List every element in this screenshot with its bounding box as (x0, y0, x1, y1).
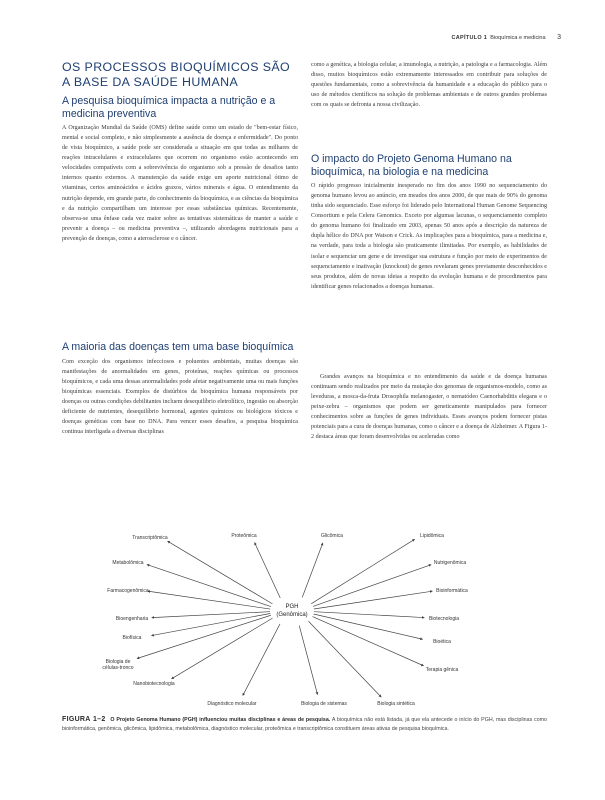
section-genome-body (311, 181, 547, 493)
diagram-node-label: Nanobiotecnologia (133, 681, 175, 687)
diagram-arrow (314, 614, 423, 639)
paragraph: como a genética, a biologia celular, a imunologia, a nutrição, a patologia e a farmacologia. Além disso, muitos bioquímicos estão extremamente interessados em contribuir para soluções de questões fundamentais, como a sobrevivência da humanidade e a educação do público para o uso de métodos científicos na solução de problemas ambientais e de outros grandes problemas com os quais se defronta a nossa civilização. (311, 62, 547, 109)
diagram-node-label: Biologia sintética (377, 701, 415, 707)
figure-caption (62, 716, 547, 733)
hub-label-line1: PGH (285, 604, 299, 610)
diagram-node-label: Glicômica (321, 533, 343, 539)
hub-label-line2: (Genômica) (276, 612, 308, 618)
diagram-node-label: Biofísica (122, 635, 142, 641)
figure-caption-text: A bioquímica não está listada, já que ela antecede o início do PGH, mas disciplinas como bioinformática, genômica, glicômica, lipidômica, metabolômica, diagnóstico molecular, proteômica e transcriptômica constituem áreas ativas de pesquisa bioquímica. (62, 717, 547, 732)
diagram-node-label: Farmacogenômica (107, 588, 149, 594)
diagram-arrow (302, 543, 323, 597)
diagram-arrow (314, 612, 424, 618)
diagram-arrow (172, 618, 273, 679)
paragraph: A Organização Mundial da Saúde (OMS) define saúde como um estado de "bem-estar físico, mental e social completo, e não simplesmente a ausência de doença e enfermidade". Do ponto de vista bioquímico, a saúde pode ser considerada a situação em que todas as milhares de reações intracelulares e extracelulares que ocorrem no organismo estão acontecendo em velocidades compatíveis com a sobrevivência do organismo sob a pressão de desafios tanto internos quanto externos. A manutenção da saúde exige um aporte nutricional ótimo de vitaminas, certos aminoácidos e ácidos graxos, vários minerais e água. O entendimento da nutrição depende, em grande parte, do conhecimento da bioquímica, e as ciências da bioquímica e da nutrição compartilham um interesse por essas substâncias químicas. Recentemente, observa-se uma ênfase cada vez maior sobre as tentativas sistemáticas de manter a saúde e prevenir a doença – ou medicina preventiva –, utilizando abordagens nutricionais para a prevenção de doenças, como a aterosclerose e o câncer. (62, 125, 298, 242)
section-disease-body (62, 357, 298, 498)
diagram-node-label: Terapia gênica (425, 667, 459, 673)
diagram-arrow (311, 539, 414, 603)
diagram-node-label: Bioengenharia (115, 616, 149, 622)
diagram-node-label: Metabolômica (112, 560, 144, 566)
left-column (62, 60, 298, 502)
page-header (451, 34, 561, 41)
paragraph: Grandes avanços na bioquímica e no entendimento da saúde e da doença humanas continuam sendo realizados por meio da mutação dos genomas de organismos-modelo, como as leveduras, a mosca-da-fruta Drosophila melanogaster, o nematódeo Caenorhabditis elegans e o peixe-zebra – organismos que podem ser geneticamente manipulados para fornecer conhecimentos sobre as funções de genes individuais. Esses avanços podem fornecer pistas potenciais para a cura de doenças humanas, como o câncer e a doença de Alzheimer. A Figura 1-2 destaca áreas que foram desenvolvidas ou aceleradas como (311, 374, 547, 441)
section-nutrition-body (62, 123, 298, 334)
diagram-arrow (137, 615, 271, 658)
section-heading-disease: A maioria das doenças tem uma base bioquímica (62, 341, 294, 354)
diagram-node-label: Bioinformática (436, 588, 468, 594)
section-heading-genome: O impacto do Projeto Genoma Humano na bioquímica, na biologia e na medicina (311, 153, 512, 178)
diagram-arrow (299, 626, 317, 695)
diagram-node-label: Biologia de (105, 659, 131, 665)
paragraph: Com exceção dos organismos infecciosos e poluentes ambientais, muitas doenças são manifestações de anormalidades em genes, proteínas, reações químicas ou processos bioquímicos, e cada uma dessas anormalidades pode afetar negativamente uma ou mais funções bioquímicas essenciais. Exemplos de distúrbios da bioquímica humana responsáveis por doenças ou outras condições debilitantes incluem desequilíbrio eletrolítico, ingestão ou absorção deficiente de nutrientes, desequilíbrio hormonal, agentes químicos ou biológicos tóxicos e doenças genéticas com base no DNA. Para vencer esses desafios, a pesquisa bioquímica continua interligada a diversas disciplinas (62, 358, 298, 436)
diagram-node-label: Bioética (433, 639, 451, 645)
diagram-node-label: Lipidômica (420, 533, 444, 539)
diagram-node-label: Proteômica (231, 533, 257, 539)
diagram-arrow (313, 617, 424, 666)
diagram-arrow (243, 624, 280, 696)
diagram-arrow (255, 543, 281, 598)
figure-hgp-diagram (62, 527, 547, 709)
diagram-node-label: Biotecnologia (428, 616, 460, 622)
chapter-title: Bioquímica e medicina (490, 35, 546, 41)
hgp-influence-diagram (62, 527, 547, 709)
diagram-node-label: Transcriptômica (132, 535, 168, 541)
diagram-arrow (308, 621, 381, 697)
diagram-node-label: células-tronco (102, 665, 134, 671)
paragraph: O rápido progresso inicialmente inesperado no fim dos anos 1990 no sequenciamento do genoma humano levou ao anúncio, em meados dos anos 2000, de que mais de 90% do genoma tinha sido sequenciado. Esse esforço foi liderado pelo International Human Genome Sequencing Consortium e pela Celera Genomics. Exceto por algumas lacunas, o sequenciamento completo do genoma humano foi finalizado em 2003, apenas 50 anos após a descrição da natureza de dupla hélice do DNA por Watson e Crick. As implicações para a bioquímica, para a medicina e, na verdade, para toda a biologia são praticamente ilimitadas. Por exemplo, as habilidades de isolar e sequenciar um gene e de investigar sua estrutura e função por meio de experimentos de sequenciamento e inativação (knockout) de genes revelaram genes previamente desconhecidos e seus produtos, além de novas ideias a respeito da evolução humana e de procedimentos para identificar genes relacionados a doenças humanas. (311, 183, 547, 290)
diagram-node-label: Nutrigenômica (433, 560, 467, 566)
diagram-arrow (168, 541, 273, 604)
continued-paragraph (311, 60, 547, 141)
figure-number: FIGURA 1–2 (62, 716, 106, 723)
main-title: OS PROCESSOS BIOQUÍMICOS SÃO A BASE DA SAÚDE HUMANA (62, 60, 291, 89)
section-heading-nutrition: A pesquisa bioquímica impacta a nutrição e a medicina preventiva (62, 95, 276, 120)
right-column (311, 60, 547, 497)
figure-title: O Projeto Genoma Humano (PGH) influenciou muitas disciplinas e áreas de pesquisa. (110, 717, 331, 723)
diagram-node-label: Biologia de sistemas (301, 701, 347, 707)
page-number: 3 (557, 34, 561, 41)
chapter-label: CAPÍTULO 1 (451, 35, 488, 41)
diagram-node-label: Diagnóstico molecular (207, 701, 257, 707)
